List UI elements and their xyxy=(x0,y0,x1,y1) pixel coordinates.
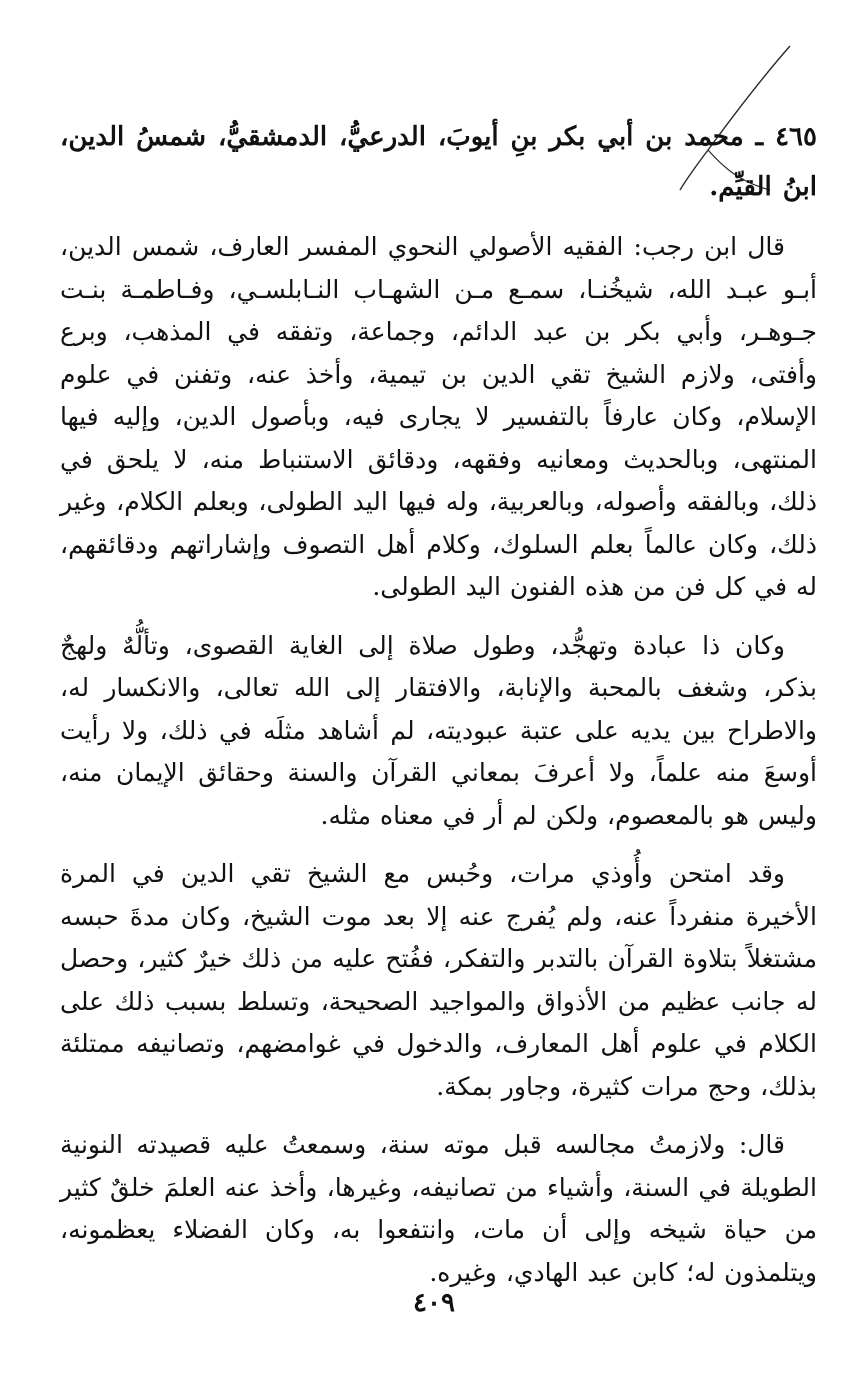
paragraph-biography: قال ابن رجب: الفقيه الأصولي النحوي المفسر العارف، شمس الدين، أبـو عبـد الله، شيخُنـا، سمـع مـن الشهـاب النـابلسـي، وفـاطمـة بنـت جـوهـر، وأبي بكر بن عبد الدائم، وجماعة، وتفقه في المذهب، وبرع وأفتى، ولازم الشيخ تقي الدين بن تيمية، وأخذ عنه، وتفنن في علوم الإسلام، وكان عارفاً بالتفسير لا يجارى فيه، وبأصول الدين، وإليه فيها المنتهى، وبالحديث ومعانيه وفقهه، ودقائق الاستنباط منه، لا يلحق في ذلك، وبالفقه وأصوله، وبالعربية، وله فيها اليد الطولى، وبعلم الكلام، وغير ذلك، وكان عالماً بعلم السلوك، وكلام أهل التصوف وإشاراتهم ودقائقهم، له في كل فن من هذه الفنون اليد الطولى. xyxy=(60,232,818,601)
entry-heading xyxy=(60,112,817,212)
paragraph-trials: وقد امتحن وأُوذي مرات، وحُبس مع الشيخ تقي الدين في المرة الأخيرة منفرداً عنه، ولم يُفرج عنه إلا بعد موت الشيخ، وكان مدةَ حبسه مشتغلاً بتلاوة القرآن بالتدبر والتفكر، ففُتح عليه من ذلك خيرٌ كثير، وحصل له جانب عظيم من الأذواق والمواجيد الصحيحة، وتسلط بسبب ذلك على الكلام في علوم أهل المعارف، والدخول في غوامضهم، وتصانيفه ممتلئة بذلك، وحج مرات كثيرة، وجاور بمكة. xyxy=(60,859,817,1101)
entry-title: محمد بن أبي بكر بنِ أيوبَ، الدرعيُّ، الدمشقيُّ، شمسُ الدين، ابنُ القيِّم. xyxy=(60,122,817,202)
page-number: ٤٠٩ xyxy=(413,1288,455,1318)
entry-number: ٤٦٥ xyxy=(775,122,817,152)
page-body xyxy=(60,112,817,1310)
paragraph-worship: وكان ذا عبادة وتهجُّد، وطول صلاة إلى الغاية القصوى، وتألُّهٌ ولهجٌ بذكر، وشغف بالمحبة والإنابة، والافتقار إلى الله تعالى، والانكسار له، والاطراح بين يديه على عتبة عبوديته، لم أشاهد مثلَه في ذلك، ولا رأيت أوسعَ منه علماً، ولا أعرفَ بمعاني القرآن والسنة وحقائق الإيمان منه، وليس هو بالمعصوم، ولكن لم أر في معناه مثله. xyxy=(60,630,817,830)
entry-separator: ـ xyxy=(755,122,764,152)
paragraph-students: قال: ولازمتُ مجالسه قبل موته سنة، وسمعتُ عليه قصيدته النونية الطويلة في السنة، وأشياء من تصانيفه، وغيرها، وأخذ عنه العلمَ خلقٌ كثير من حياة شيخه وإلى أن مات، وانتفعوا به، وكان الفضلاء يعظمونه، ويتلمذون له؛ كابن عبد الهادي، وغيره. xyxy=(60,1130,817,1287)
